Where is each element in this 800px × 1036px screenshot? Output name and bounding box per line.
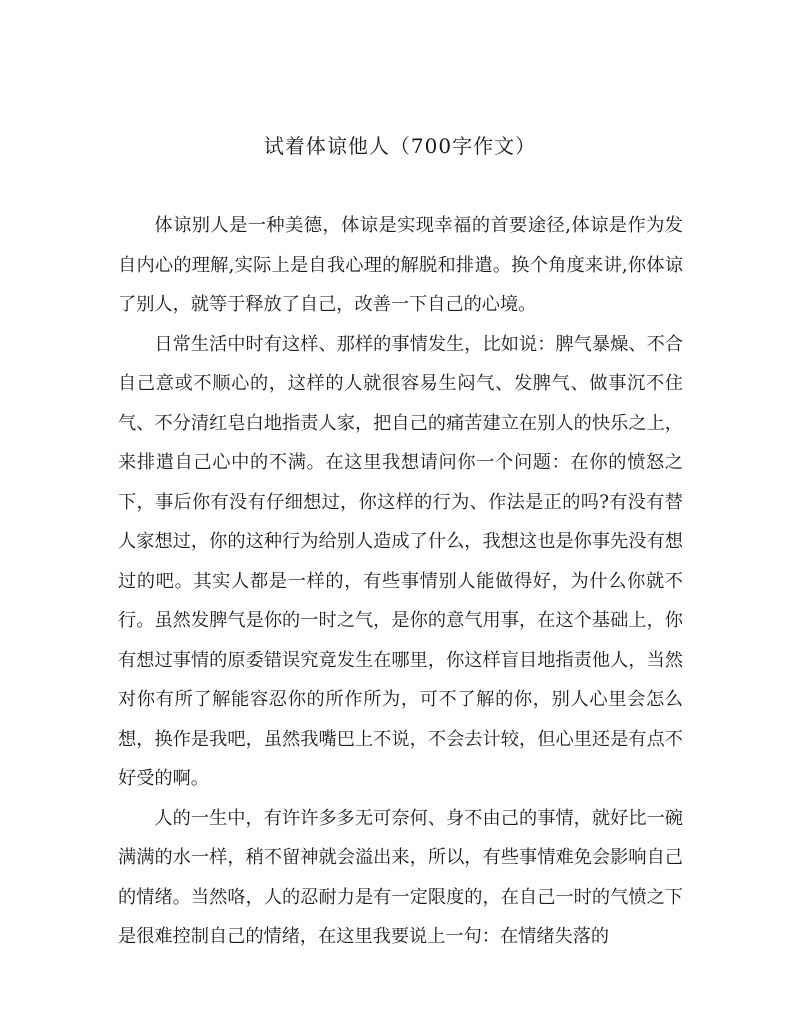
paragraph-2: 日常生活中时有这样、那样的事情发生，比如说：脾气暴燥、不合自己意或不顺心的，这样的人就很容易生闷气、发脾气、做事沉不住气、不分清红皂白地指责人家，把自己的痛苦建立在别人的快乐之上，来排遣自己心中的不满。在这里我想请问你一个问题：在你的愤怒之下，事后你有没有仔细想过，你这样的行为、作法是正的吗?有没有替人家想过，你的这种行为给别人造成了什么，我想这也是你事先没有想过的吧。其实人都是一样的，有些事情别人能做得好，为什么你就不行。虽然发脾气是你的一时之气，是你的意气用事，在这个基础上，你有想过事情的原委错误究竟发生在哪里，你这样盲目地指责他人，当然对你有所了解能容忍你的所作所为，可不了解的你，别人心里会怎么想，换作是我吧，虽然我嘴巴上不说，不会去计较，但心里还是有点不好受的啊。 bbox=[118, 333, 683, 789]
paragraph-1: 体谅别人是一种美德，体谅是实现幸福的首要途径,体谅是作为发自内心的理解,实际上是自我心理的解脱和排遣。换个角度来讲,你体谅了别人，就等于释放了自己，改善一下自己的心境。 bbox=[118, 215, 683, 315]
document-body bbox=[118, 206, 683, 957]
paragraph-3: 人的一生中，有许许多多无可奈何、身不由己的事情，就好比一碗满满的水一样，稍不留神就会溢出来，所以，有些事情难免会影响自己的情绪。当然咯，人的忍耐力是有一定限度的，在自己一时的气愤之下是很难控制自己的情绪，在这里我要说上一句：在情绪失落的 bbox=[118, 807, 683, 947]
document-title: 试着体谅他人（700字作文） bbox=[263, 134, 537, 158]
